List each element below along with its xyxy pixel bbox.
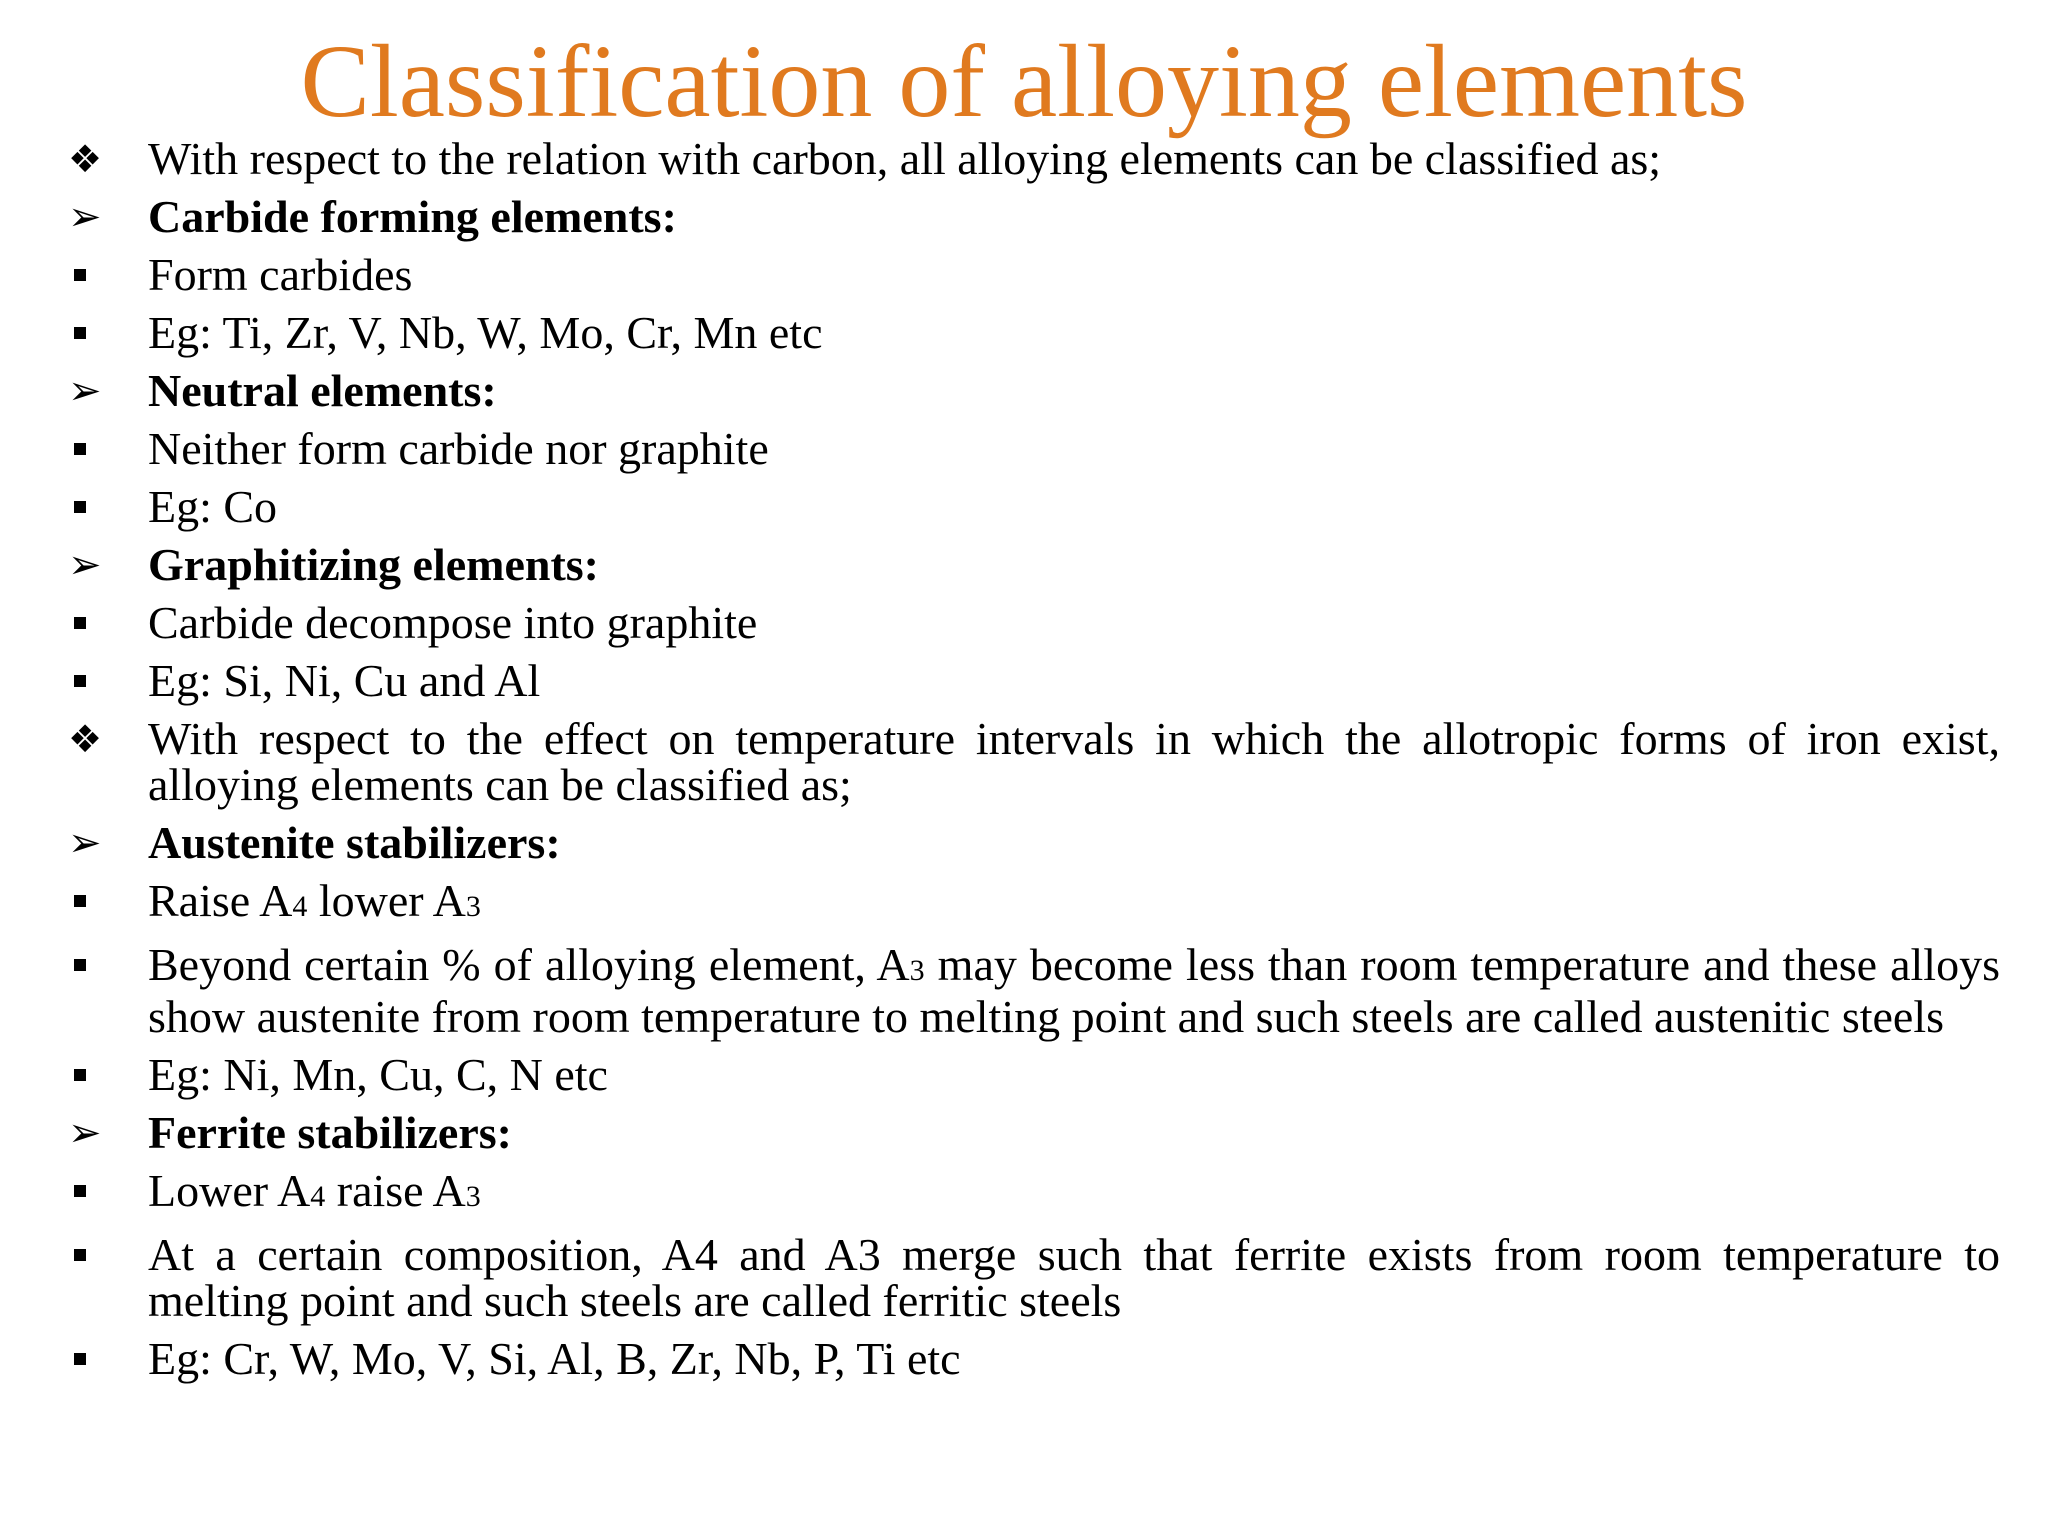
list-item-text — [148, 1165, 2000, 1220]
list-item — [68, 188, 2000, 246]
list-item-text: Form carbides — [148, 249, 413, 300]
list-item-text: Eg: Ti, Zr, V, Nb, W, Mo, Cr, Mn etc — [148, 307, 823, 358]
list-item — [68, 1104, 2000, 1162]
list-item-text: Graphitizing elements: — [148, 539, 599, 590]
list-item-text: At a certain composition, A4 and A3 merge such that ferrite exists from room temperature to melting point and such steels are called ferritic steels — [148, 1229, 2000, 1326]
list-item — [68, 1046, 2000, 1104]
square-bullet-icon — [68, 1336, 128, 1382]
square-bullet-icon — [68, 1052, 128, 1098]
list-item — [68, 710, 2000, 814]
list-item-text: Eg: Co — [148, 481, 278, 532]
square-bullet-icon — [68, 878, 128, 924]
list-item — [68, 362, 2000, 420]
text-segment: Beyond certain % of alloying element, A — [148, 939, 910, 990]
list-item — [68, 594, 2000, 652]
square-bullet-icon — [68, 600, 128, 646]
text-segment: lower A — [307, 875, 466, 926]
arrow-bullet-icon: ➢ — [68, 368, 102, 414]
list-item — [68, 246, 2000, 304]
list-item — [68, 130, 2000, 188]
list-item-text — [148, 875, 2000, 930]
list-item — [68, 814, 2000, 872]
list-item-text: With respect to the effect on temperature intervals in which the allotropic forms of iron exist, alloying elements can be classified as; — [148, 713, 2000, 810]
list-item — [68, 936, 2000, 1046]
list-item-text: Neutral elements: — [148, 365, 497, 416]
square-bullet-icon — [68, 252, 128, 298]
square-bullet-icon — [68, 310, 128, 356]
list-item-text — [148, 939, 2000, 1042]
arrow-bullet-icon: ➢ — [68, 542, 102, 588]
list-item — [68, 1226, 2000, 1330]
list-item — [68, 1162, 2000, 1226]
subscript: 4 — [310, 1180, 326, 1213]
square-bullet-icon — [68, 484, 128, 530]
list-item-text: Ferrite stabilizers: — [148, 1107, 512, 1158]
subscript: 3 — [465, 890, 481, 923]
subscript: 3 — [909, 954, 925, 987]
list-item — [68, 1330, 2000, 1388]
subscript: 4 — [292, 890, 308, 923]
list-item — [68, 304, 2000, 362]
list-item — [68, 420, 2000, 478]
arrow-bullet-icon: ➢ — [68, 820, 102, 866]
arrow-bullet-icon: ➢ — [68, 1110, 102, 1156]
text-segment: Lower A — [148, 1165, 311, 1216]
four-diamond-bullet-icon: ❖ — [68, 137, 103, 181]
arrow-bullet-icon: ➢ — [68, 194, 102, 240]
four-diamond-bullet-icon: ❖ — [68, 717, 103, 761]
list-item-text: With respect to the relation with carbon, all alloying elements can be classified as; — [148, 133, 1662, 184]
list-item-text: Carbide forming elements: — [148, 191, 677, 242]
list-item-text: Austenite stabilizers: — [148, 817, 561, 868]
text-segment: Raise A — [148, 875, 293, 926]
list-item — [68, 478, 2000, 536]
list-item-text: Eg: Cr, W, Mo, V, Si, Al, B, Zr, Nb, P, Ti etc — [148, 1333, 961, 1384]
text-segment: raise A — [325, 1165, 466, 1216]
list-item — [68, 536, 2000, 594]
square-bullet-icon — [68, 426, 128, 472]
square-bullet-icon — [68, 1168, 128, 1214]
list-item — [68, 652, 2000, 710]
square-bullet-icon — [68, 658, 128, 704]
list-item — [68, 872, 2000, 936]
text-segment: may become less than room temperature and these alloys show austenite from room temperature to melting point and such steels are called austenitic steels — [148, 939, 2000, 1042]
list-item-text: Eg: Si, Ni, Cu and Al — [148, 655, 541, 706]
subscript: 3 — [465, 1180, 481, 1213]
square-bullet-icon — [68, 942, 128, 988]
list-item-text: Carbide decompose into graphite — [148, 597, 758, 648]
list-item-text: Neither form carbide nor graphite — [148, 423, 769, 474]
square-bullet-icon — [68, 1232, 128, 1278]
list-item-text: Eg: Ni, Mn, Cu, C, N etc — [148, 1049, 608, 1100]
bullet-list — [68, 130, 2000, 1388]
slide-title: Classification of alloying elements — [300, 24, 1748, 139]
